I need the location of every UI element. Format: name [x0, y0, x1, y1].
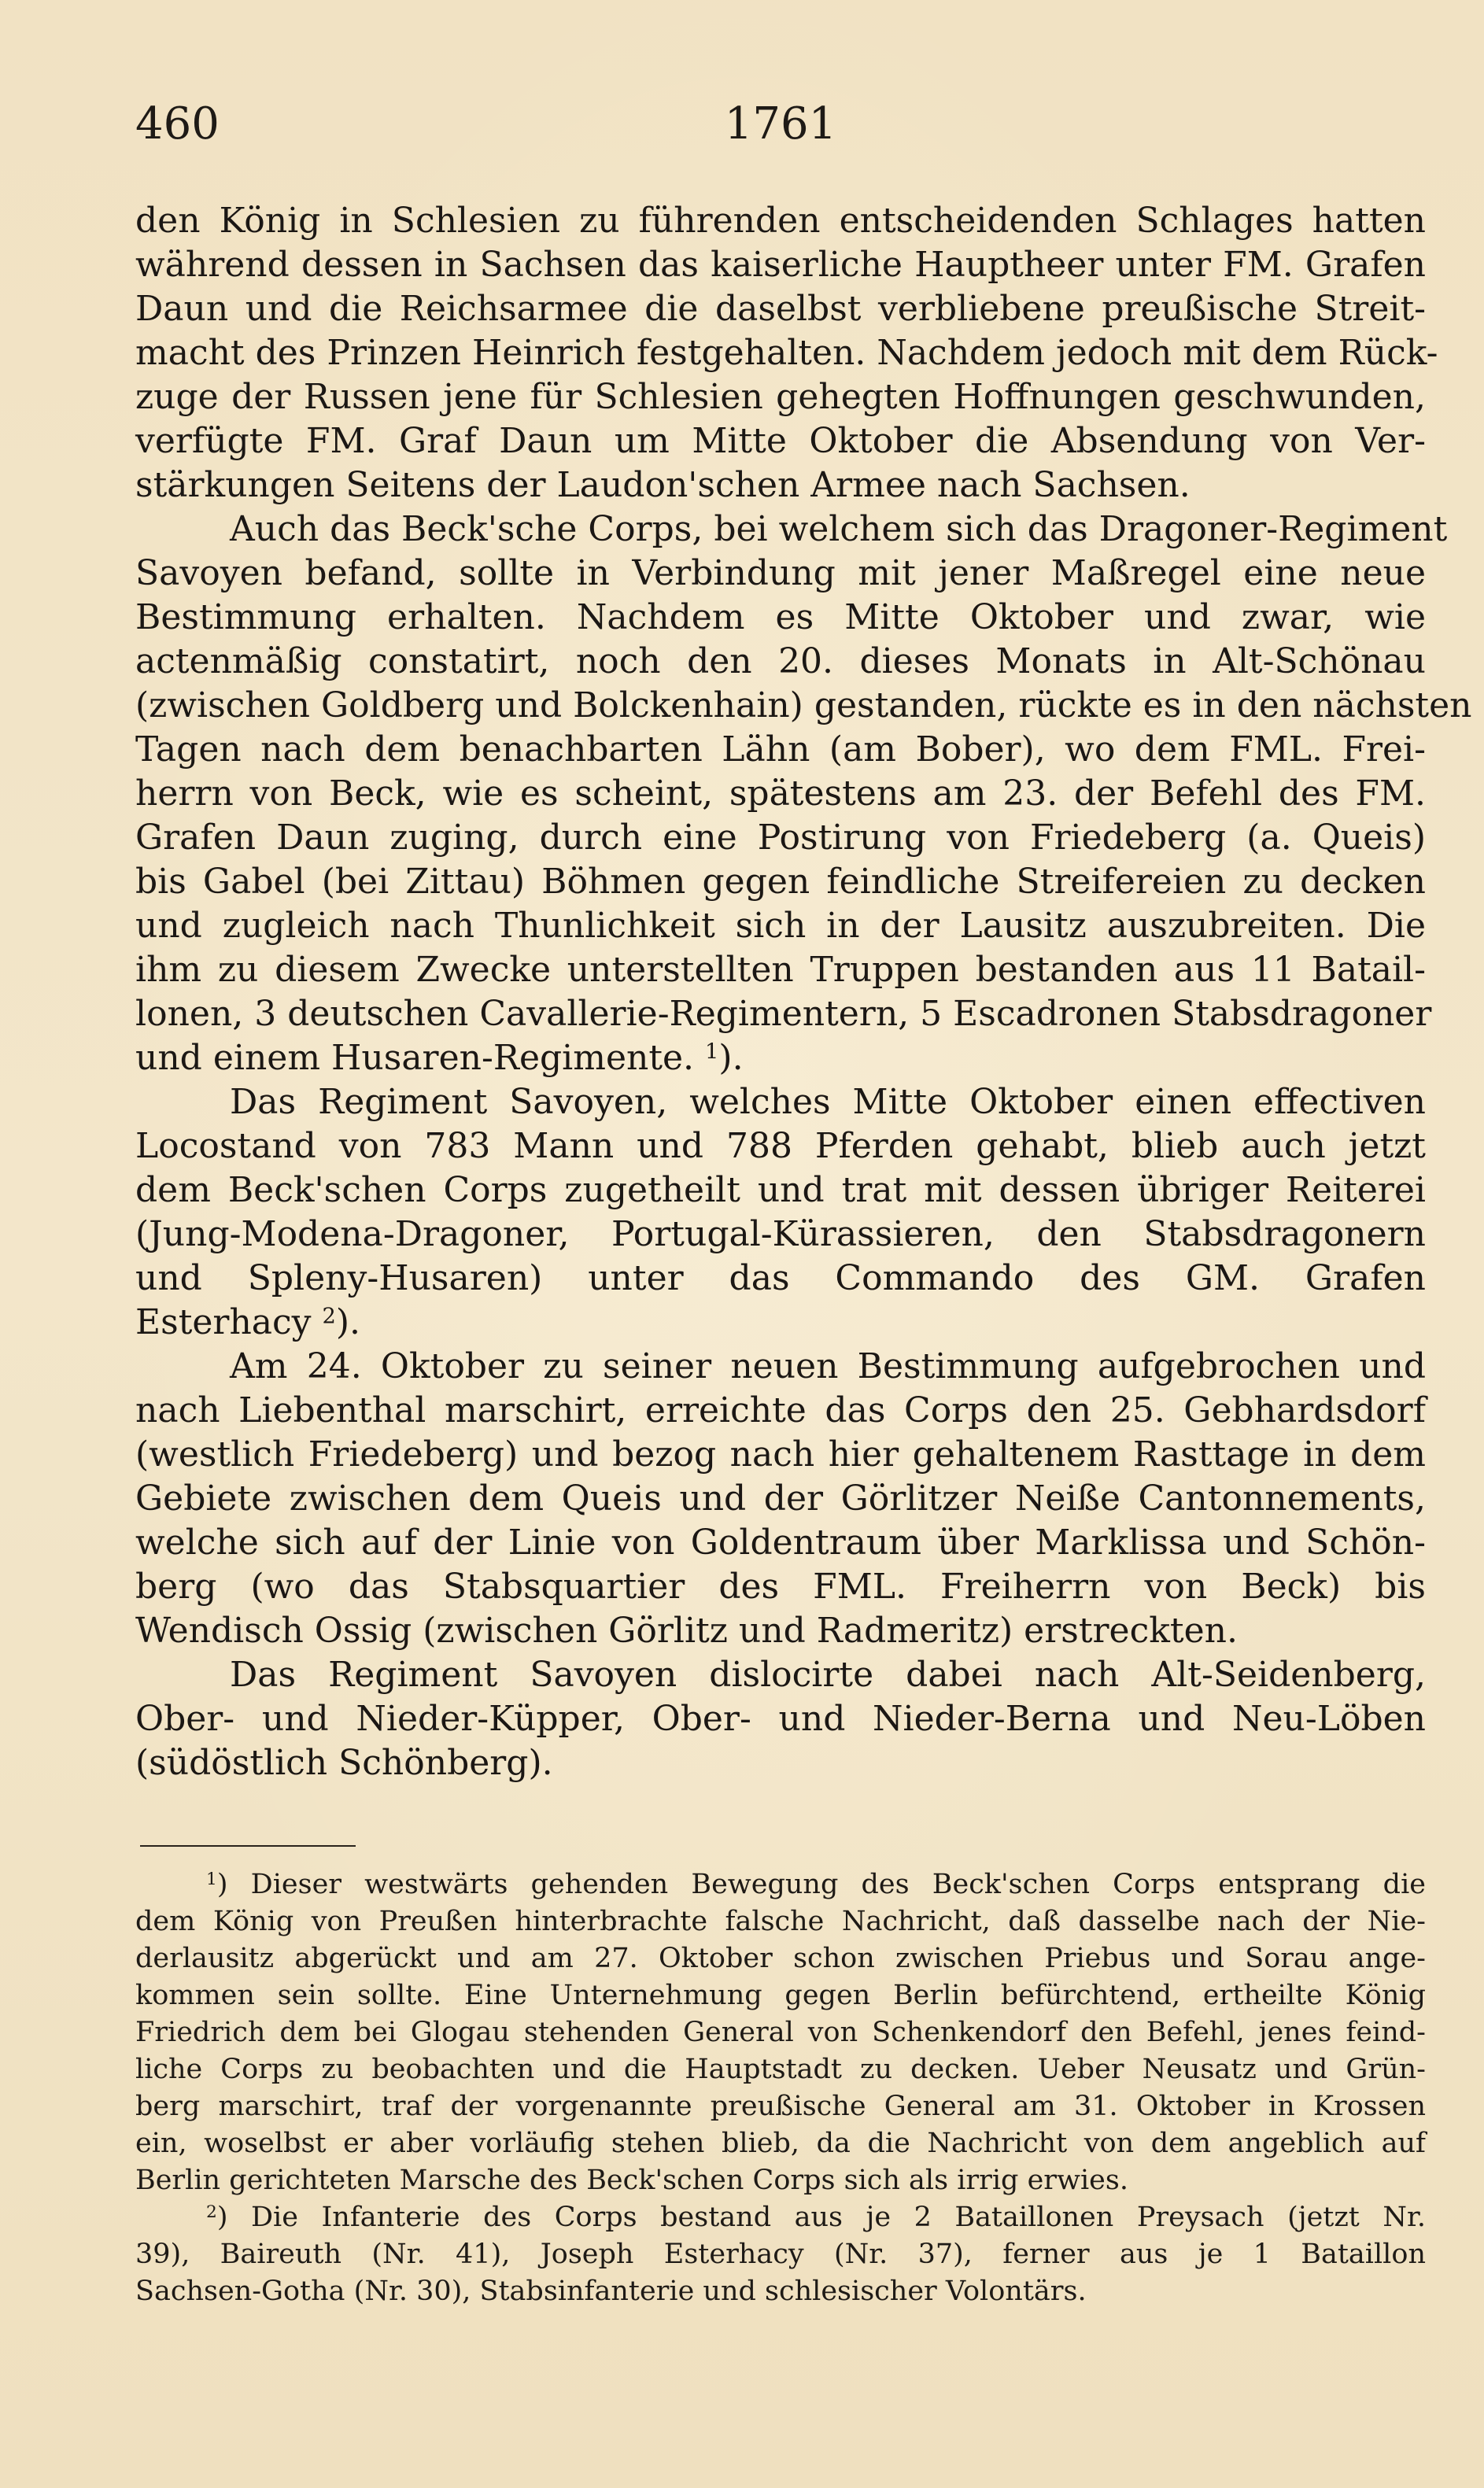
paragraph-2: [135, 508, 1472, 1080]
text-line: ihm zu diesem Zwecke unterstellten Truppen bestanden aus 11 Batail-: [135, 950, 1426, 990]
footnotes: [135, 1866, 1426, 2310]
text-line-with-note: [135, 1036, 1426, 1080]
text-fragment: ) Dieser westwärts gehenden Bewegung des Beck'schen Corps entsprang die: [216, 1869, 1426, 1900]
text-line: Am 24. Oktober zu seiner neuen Bestimmung aufgebrochen und: [230, 1346, 1426, 1386]
page-header: [135, 93, 1426, 156]
text-fragment: Esterhacy: [135, 1302, 312, 1342]
text-line: Grafen Daun zuging, durch eine Postirung von Friedeberg (a. Queis): [135, 818, 1426, 858]
text-fragment: ).: [718, 1038, 744, 1078]
footnote-line: Friedrich dem bei Glogau stehenden General von Schenkendorf den Befehl, jenes feind-: [135, 2017, 1426, 2048]
text-line: Ober- und Nieder-Küpper, Ober- und Nieder-Berna und Neu-Löben: [135, 1699, 1426, 1739]
paragraph-5: [135, 1653, 1426, 1785]
footnote-line: liche Corps zu beobachten und die Hauptstadt zu decken. Ueber Neusatz und Grün-: [135, 2054, 1426, 2085]
text-line: verfügte FM. Graf Daun um Mitte Oktober die Absendung von Ver-: [135, 421, 1426, 461]
running-head-year: 1761: [724, 98, 837, 150]
text-line: Wendisch Ossig (zwischen Görlitz und Radmeritz) erstreckten.: [135, 1611, 1238, 1651]
text-line: (zwischen Goldberg und Bolckenhain) gestanden, rückte es in den nächsten: [135, 685, 1472, 725]
text-line: herrn von Beck, wie es scheint, spätestens am 23. der Befehl des FM.: [135, 773, 1426, 814]
footnote-divider: [140, 1845, 356, 1847]
text-line: Daun und die Reichsarmee die daselbst verbliebene preußische Streit-: [135, 289, 1426, 329]
text-line: Tagen nach dem benachbarten Lähn (am Bober), wo dem FML. Frei-: [135, 729, 1426, 770]
text-line: lonen, 3 deutschen Cavallerie-Regimentern, 5 Escadronen Stabsdragoner: [135, 994, 1432, 1034]
text-line: den König in Schlesien zu führenden entscheidenden Schlages hatten: [135, 201, 1426, 241]
footnote-marker-2: 2: [206, 2202, 217, 2223]
text-line: Das Regiment Savoyen, welches Mitte Oktober einen effectiven: [230, 1082, 1426, 1122]
footnote-line: Berlin gerichteten Marsche des Beck'schen Corps sich als irrig erwies.: [135, 2165, 1128, 2196]
footnote-line: Sachsen-Gotha (Nr. 30), Stabsinfanterie und schlesischer Volontärs.: [135, 2276, 1087, 2307]
footnote-1: [135, 1866, 1426, 2199]
text-line: (Jung-Modena-Dragoner, Portugal-Kürassieren, den Stabsdragonern: [135, 1214, 1426, 1254]
text-line: (westlich Friedeberg) und bezog nach hier gehaltenem Rasttage in dem: [135, 1434, 1426, 1475]
text-fragment: ).: [335, 1302, 361, 1342]
footnote-line: ein, woselbst er aber vorläufig stehen blieb, da die Nachricht von dem angeblich auf: [135, 2128, 1426, 2159]
text-line: Gebiete zwischen dem Queis und der Görlitzer Neiße Cantonnements,: [135, 1478, 1426, 1519]
footnote-2: [135, 2199, 1426, 2310]
text-line: und zugleich nach Thunlichkeit sich in der Lausitz auszubreiten. Die: [135, 906, 1426, 946]
text-line: stärkungen Seitens der Laudon'schen Armee nach Sachsen.: [135, 465, 1191, 505]
footnote-line: [135, 1866, 1426, 1903]
text-line: Savoyen befand, sollte in Verbindung mit jener Maßregel eine neue: [135, 553, 1426, 593]
footnote-line: berg marschirt, traf der vorgenannte preußische General am 31. Oktober in Krossen: [135, 2091, 1426, 2122]
text-line: (südöstlich Schönberg).: [135, 1743, 553, 1783]
main-text: [135, 199, 1472, 1785]
text-line: berg (wo das Stabsquartier des FML. Freiherrn von Beck) bis: [135, 1567, 1426, 1607]
text-line: dem Beck'schen Corps zugetheilt und trat mit dessen übriger Reiterei: [135, 1170, 1426, 1210]
paragraph-4: [135, 1345, 1426, 1653]
text-line: welche sich auf der Linie von Goldentraum über Marklissa und Schön-: [135, 1523, 1426, 1563]
footnote-ref-2: 2: [322, 1304, 336, 1329]
text-line: nach Liebenthal marschirt, erreichte das Corps den 25. Gebhardsdorf: [135, 1390, 1426, 1430]
footnote-ref-1: 1: [705, 1039, 719, 1065]
paragraph-1: [135, 199, 1438, 508]
text-line-with-note: [135, 1301, 1426, 1345]
text-line: Das Regiment Savoyen dislocirte dabei nach Alt-Seidenberg,: [230, 1655, 1426, 1695]
footnote-line: 39), Baireuth (Nr. 41), Joseph Esterhacy (Nr. 37), ferner aus je 1 Bataillon: [135, 2239, 1426, 2270]
footnote-line: [135, 2199, 1426, 2236]
text-line: Bestimmung erhalten. Nachdem es Mitte Oktober und zwar, wie: [135, 597, 1426, 637]
text-line: Auch das Beck'sche Corps, bei welchem sich das Dragoner-Regiment: [230, 509, 1448, 549]
footnote-marker-1: 1: [206, 1870, 217, 1890]
text-line: actenmäßig constatirt, noch den 20. dieses Monats in Alt-Schönau: [135, 641, 1426, 681]
paragraph-3: [135, 1080, 1426, 1345]
footnote-line: dem König von Preußen hinterbrachte falsche Nachricht, daß dasselbe nach der Nie-: [135, 1906, 1426, 1937]
footnote-line: derlausitz abgerückt und am 27. Oktober schon zwischen Priebus und Sorau ange-: [135, 1943, 1426, 1974]
text-line: während dessen in Sachsen das kaiserliche Hauptheer unter FM. Grafen: [135, 245, 1426, 285]
text-fragment: ) Die Infanterie des Corps bestand aus je 2 Bataillonen Preysach (jetzt Nr.: [216, 2202, 1426, 2233]
page-number: 460: [135, 98, 220, 150]
text-line: macht des Prinzen Heinrich festgehalten. Nachdem jedoch mit dem Rück-: [135, 333, 1438, 373]
text-line: und Spleny-Husaren) unter das Commando des GM. Grafen: [135, 1258, 1426, 1298]
text-line: zuge der Russen jene für Schlesien gehegten Hoffnungen geschwunden,: [135, 377, 1426, 417]
text-line: Locostand von 783 Mann und 788 Pferden gehabt, blieb auch jetzt: [135, 1126, 1426, 1166]
text-fragment: und einem Husaren-Regimente.: [135, 1038, 695, 1078]
text-line: bis Gabel (bei Zittau) Böhmen gegen feindliche Streifereien zu decken: [135, 862, 1426, 902]
footnote-line: kommen sein sollte. Eine Unternehmung gegen Berlin befürchtend, ertheilte König: [135, 1980, 1426, 2011]
